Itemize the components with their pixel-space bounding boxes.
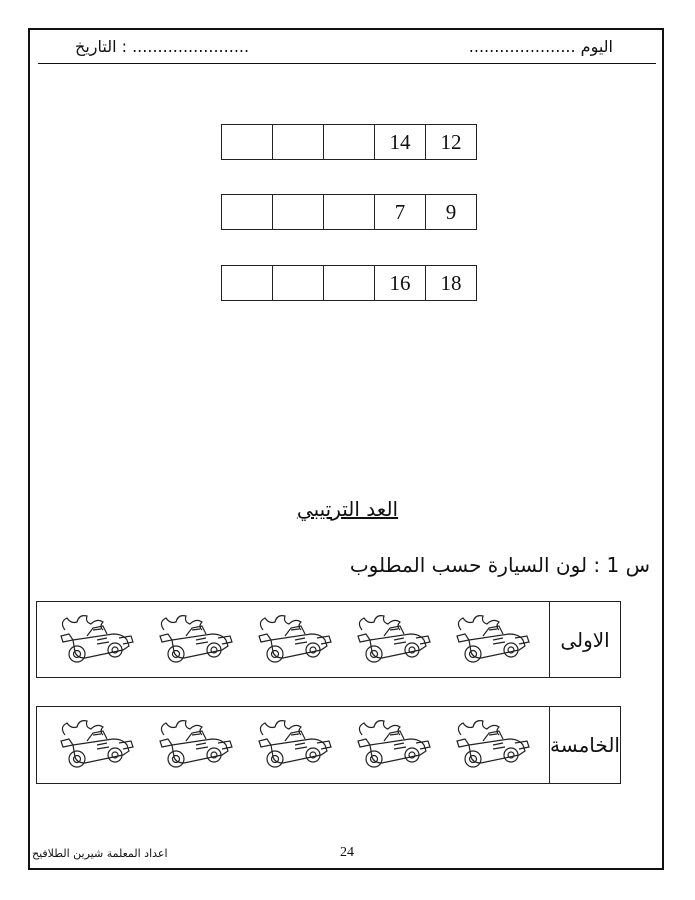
sequence-cell: 14 bbox=[375, 125, 426, 160]
race-car-icon[interactable] bbox=[53, 715, 137, 775]
section-title bbox=[0, 497, 695, 521]
author-credit: اعداد المعلمة شيرين الطلافيح bbox=[32, 847, 168, 860]
sequence-cell: 7 bbox=[375, 195, 426, 230]
sequence-cell[interactable] bbox=[324, 266, 375, 301]
race-car-icon[interactable] bbox=[152, 610, 236, 670]
race-car-icon[interactable] bbox=[449, 715, 533, 775]
sequence-cell: 18 bbox=[426, 266, 477, 301]
race-car-icon[interactable] bbox=[449, 610, 533, 670]
sequence-cell: 9 bbox=[426, 195, 477, 230]
sequence-cell[interactable] bbox=[222, 195, 273, 230]
sequence-cell[interactable] bbox=[273, 195, 324, 230]
number-sequence-row-2 bbox=[221, 194, 477, 230]
sequence-cell[interactable] bbox=[324, 125, 375, 160]
section-title-text: العد الترتيبي bbox=[296, 497, 399, 521]
number-sequence-row-3 bbox=[221, 265, 477, 301]
sequence-cell[interactable] bbox=[324, 195, 375, 230]
race-car-icon[interactable] bbox=[53, 610, 137, 670]
sequence-cell: 12 bbox=[426, 125, 477, 160]
page-number: 24 bbox=[340, 845, 354, 860]
header-divider bbox=[38, 63, 656, 64]
car-group bbox=[37, 602, 549, 677]
sequence-cell[interactable] bbox=[273, 125, 324, 160]
sequence-cell[interactable] bbox=[222, 266, 273, 301]
day-field: اليوم ..................... bbox=[468, 37, 613, 56]
race-car-icon[interactable] bbox=[152, 715, 236, 775]
car-row-fifth bbox=[36, 706, 621, 784]
race-car-icon[interactable] bbox=[251, 715, 335, 775]
sequence-cell[interactable] bbox=[273, 266, 324, 301]
question-text: س 1 : لون السيارة حسب المطلوب bbox=[349, 553, 650, 577]
ordinal-label: الخامسة bbox=[549, 707, 620, 783]
ordinal-label: الاولى bbox=[549, 602, 620, 677]
number-sequence-row-1 bbox=[221, 124, 477, 160]
race-car-icon[interactable] bbox=[350, 610, 434, 670]
date-field: التاريخ : ....................... bbox=[75, 37, 250, 56]
car-row-first bbox=[36, 601, 621, 678]
race-car-icon[interactable] bbox=[350, 715, 434, 775]
race-car-icon[interactable] bbox=[251, 610, 335, 670]
car-group bbox=[37, 707, 549, 783]
sequence-cell[interactable] bbox=[222, 125, 273, 160]
sequence-cell: 16 bbox=[375, 266, 426, 301]
